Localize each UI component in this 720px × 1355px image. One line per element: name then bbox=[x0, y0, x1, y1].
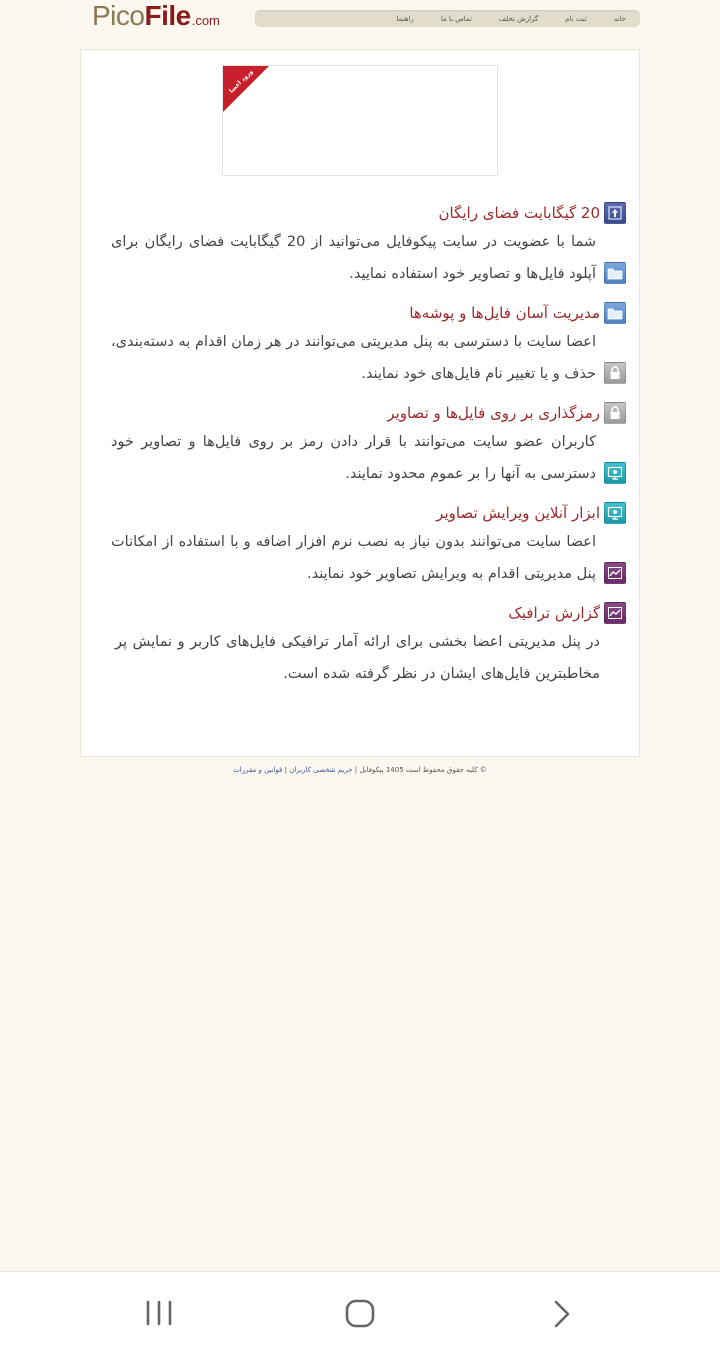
feature-traffic-report bbox=[111, 600, 626, 690]
logo-file: File bbox=[144, 0, 191, 31]
footer-privacy-link[interactable]: حریم شخصی کاربران bbox=[289, 766, 353, 774]
main-panel bbox=[80, 49, 640, 757]
nav-register[interactable]: ثبت نام bbox=[565, 14, 587, 23]
footer-copyright: © کلیه حقوق محفوظ است 1405 پیکوفایل | bbox=[354, 766, 487, 774]
feature-body: در پنل مدیریتی اعضا بخشی برای ارائه آمار ترافیکی فایل‌های کاربر و نمایش پر مخاطبترین فایل‌های ایشان در نظر گرفته شده است. bbox=[115, 634, 600, 682]
back-chevron-icon bbox=[542, 1298, 582, 1330]
site-header bbox=[0, 0, 720, 44]
monitor-icon bbox=[604, 502, 626, 524]
nav-contact[interactable]: تماس با ما bbox=[440, 14, 472, 23]
login-ribbon[interactable] bbox=[223, 66, 269, 112]
feature-password-protection bbox=[111, 400, 626, 490]
android-nav-bar bbox=[0, 1271, 720, 1355]
feature-title: مدیریت آسان فایل‌ها و پوشه‌ها bbox=[409, 304, 600, 322]
monitor-icon bbox=[604, 462, 626, 484]
feature-body: کاربران عضو سایت می‌توانند با قرار دادن رمز بر روی فایل‌ها و تصاویر خود دسترسی به آنها را بر عموم محدود نمایند. bbox=[111, 434, 596, 482]
nav-report-abuse[interactable]: گزارش تخلف bbox=[498, 14, 539, 23]
ribbon-label: ورود اعضا bbox=[227, 68, 255, 95]
recent-apps-button[interactable] bbox=[139, 1298, 179, 1330]
home-icon bbox=[340, 1298, 380, 1330]
login-banner[interactable] bbox=[222, 65, 498, 176]
feature-online-editor bbox=[111, 500, 626, 590]
main-nav bbox=[255, 10, 640, 27]
home-button[interactable] bbox=[340, 1298, 380, 1330]
chart-icon bbox=[604, 562, 626, 584]
chart-icon bbox=[604, 602, 626, 624]
feature-body: اعضا سایت می‌توانند بدون نیاز به نصب نرم افزار اضافه و با استفاده از امکانات پنل مدیریتی اقدام به ویرایش تصاویر خود نمایند. bbox=[111, 534, 596, 582]
nav-home[interactable]: خانه bbox=[613, 14, 626, 23]
recent-apps-icon bbox=[139, 1298, 179, 1330]
site-footer bbox=[0, 766, 720, 774]
feature-body: شما با عضویت در سایت پیکوفایل می‌توانید از 20 گیگابایت فضای رایگان برای آپلود فایل‌ها و تصاویر خود استفاده نمایید. bbox=[111, 234, 596, 282]
features-list bbox=[111, 200, 626, 700]
footer-separator: | bbox=[284, 766, 287, 774]
site-logo[interactable] bbox=[92, 0, 220, 34]
lock-icon bbox=[604, 362, 626, 384]
feature-title: رمزگذاری بر روی فایل‌ها و تصاویر bbox=[387, 404, 600, 422]
logo-com: .com bbox=[191, 13, 220, 28]
lock-icon bbox=[604, 402, 626, 424]
feature-body: اعضا سایت با دسترسی به پنل مدیریتی می‌توانند در هر زمان اقدام به دسته‌بندی، حذف و یا تغییر نام فایل‌های خود نمایند. bbox=[111, 334, 596, 382]
feature-title: ابزار آنلاین ویرایش تصاویر bbox=[436, 504, 600, 522]
folder-icon bbox=[604, 262, 626, 284]
feature-file-management bbox=[111, 300, 626, 390]
nav-help[interactable]: راهنما bbox=[396, 14, 414, 23]
feature-title: 20 گیگابایت فضای رایگان bbox=[438, 204, 600, 222]
back-button[interactable] bbox=[542, 1298, 582, 1330]
feature-title: گزارش ترافیک bbox=[508, 604, 600, 622]
feature-free-space bbox=[111, 200, 626, 290]
logo-pico: Pico bbox=[92, 0, 145, 31]
footer-rules-link[interactable]: قوانین و مقررات bbox=[233, 766, 283, 774]
folder-icon bbox=[604, 302, 626, 324]
upload-icon bbox=[604, 202, 626, 224]
